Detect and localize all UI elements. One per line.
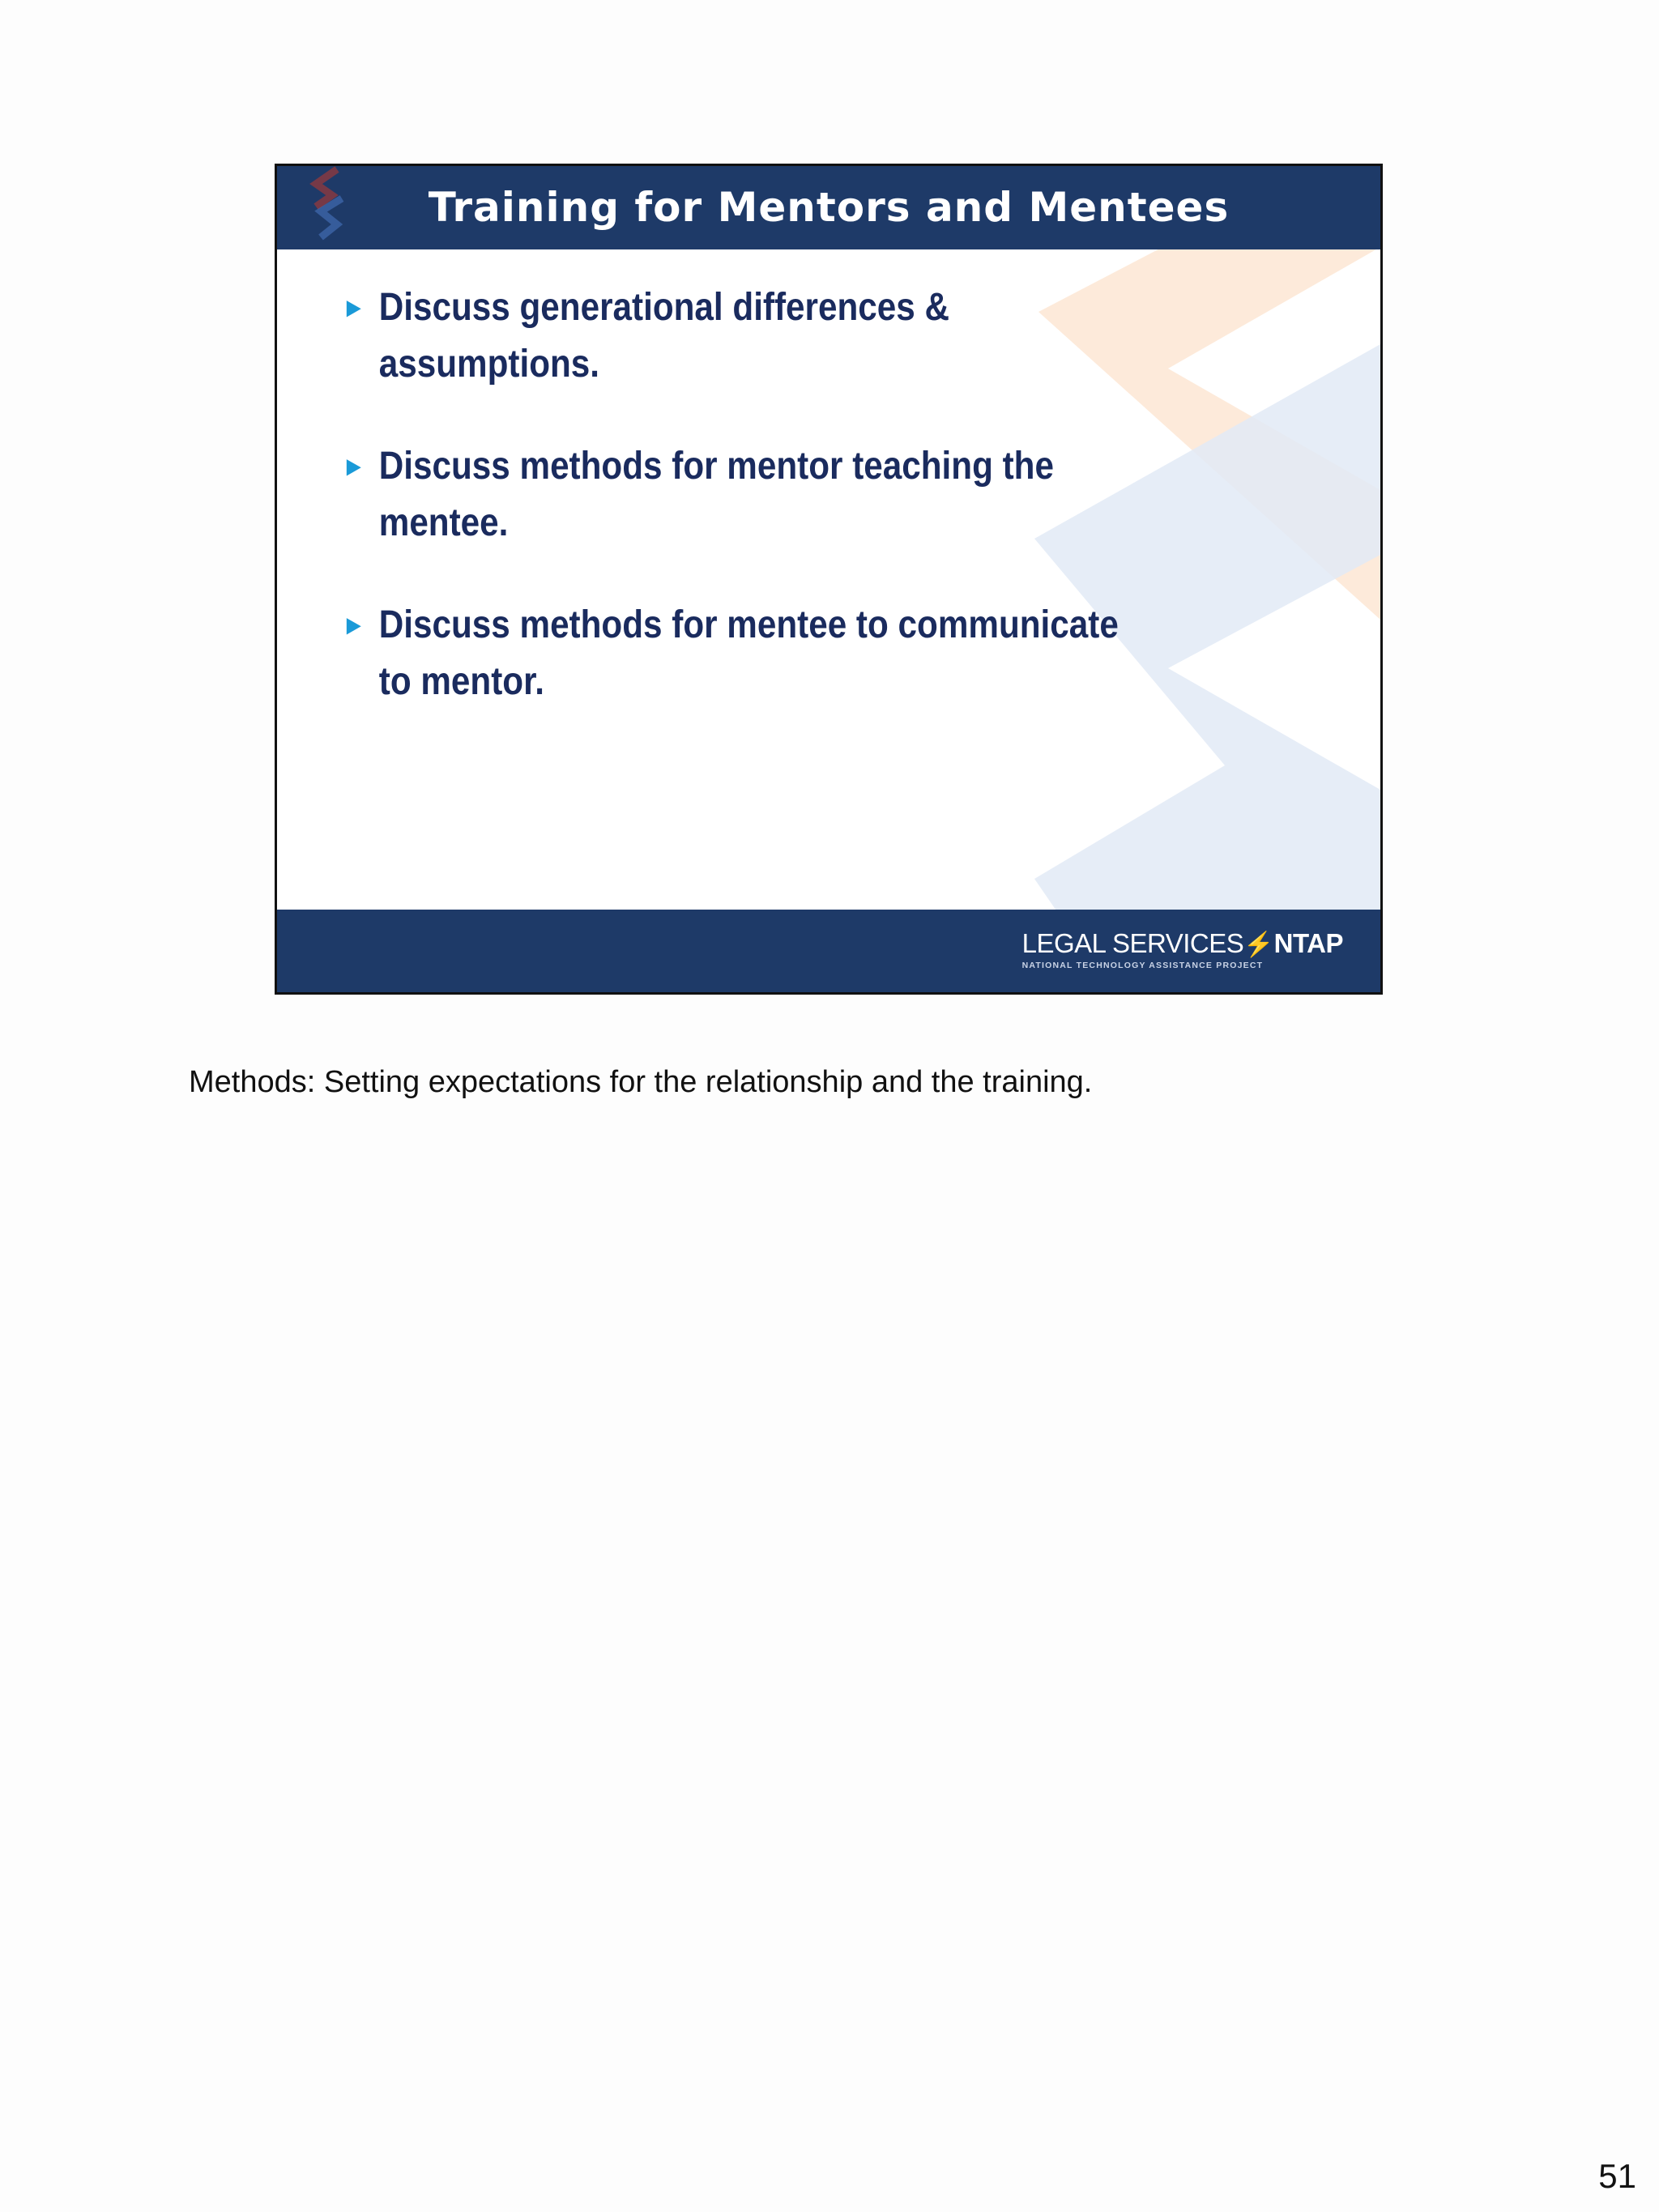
- page-number: 51: [1598, 2157, 1636, 2195]
- triangle-right-icon: ►: [342, 292, 366, 323]
- speaker-notes: Methods: Setting expectations for the relationship and the training.: [189, 1065, 1093, 1099]
- bullet-text: Discuss generational differences & assumptions.: [378, 286, 950, 386]
- slide-footer: [277, 910, 1380, 992]
- slide-title: Training for Mentors and Mentees: [428, 184, 1230, 231]
- logo-legal-services-text: LEGAL SERVICES: [1021, 928, 1244, 958]
- bullet-item: [342, 597, 1149, 710]
- logo-subtitle: NATIONAL TECHNOLOGY ASSISTANCE PROJECT: [1021, 961, 1264, 970]
- bullet-list: [342, 279, 1233, 756]
- logo-ntap-text: NTAP: [1273, 928, 1343, 958]
- bullet-item: [342, 438, 1126, 552]
- legal-services-ntap-logo: [1022, 929, 1343, 971]
- bullet-text: Discuss methods for mentor teaching the mentee.: [378, 445, 1054, 544]
- lightning-bolt-icon: ⚡: [1243, 931, 1274, 958]
- bullet-text: Discuss methods for mentee to communicate to mentor.: [378, 603, 1119, 703]
- slide-header: [277, 166, 1380, 249]
- triangle-right-icon: ►: [342, 451, 366, 482]
- slide: [275, 164, 1383, 995]
- triangle-right-icon: ►: [342, 610, 366, 641]
- bullet-item: [342, 279, 1126, 393]
